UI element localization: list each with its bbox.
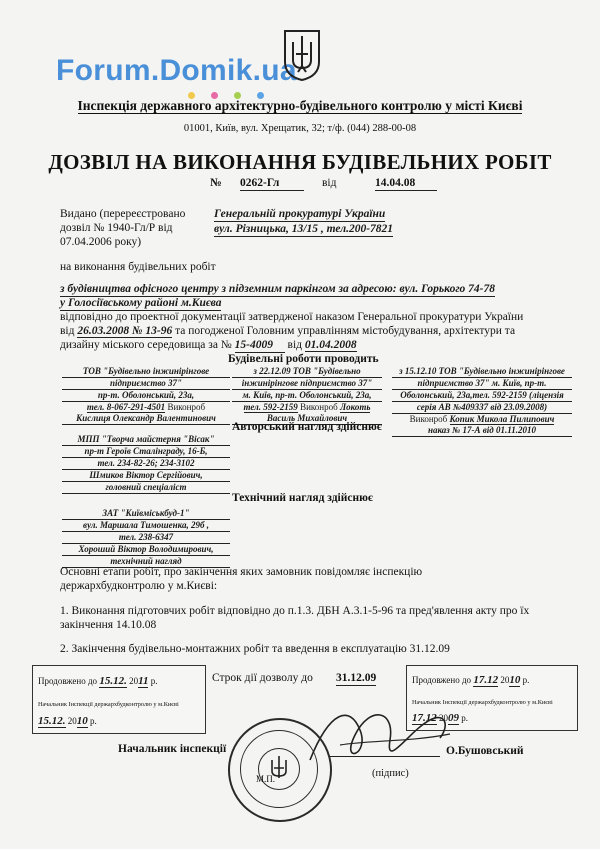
order-number: 26.03.2008 № 13-96	[77, 325, 173, 337]
signature-caption: (підпис)	[372, 768, 409, 779]
contractor-1-phone: тел. 8-067-291-4501	[86, 402, 166, 412]
ext-left-signed-year: 10	[76, 715, 88, 727]
issued-to-1: Генеральній прокуратурі України	[214, 208, 386, 220]
ext-left-label: Продовжено до	[38, 676, 98, 686]
issued-to-2: вул. Різницька, 13/15 , тел.200-7821	[214, 223, 394, 235]
contractor-2-line-3: м. Київ, пр-т. Оболонський, 23а,	[232, 390, 382, 402]
object-line-1: з будівництва офісного центру з підземним паркінгом за адресою: вул. Горького 74-78	[60, 283, 496, 295]
stages-intro-1: Основні етапи робіт, про закінчення яких замовник повідомляє інспекцію	[60, 566, 423, 578]
ext-right-signed-r: р.	[461, 713, 468, 723]
contractor-3-line-1: з 15.12.10 ТОВ "Будівельно інжинірінгове	[392, 366, 572, 378]
ext-left-chief: Начальник Інспекції держархбудконтролю у м.Києві	[38, 701, 179, 708]
author-line-2: пр-т Героїв Сталінграду, 16-Б,	[62, 446, 230, 458]
contractor-3-line-3: Оболонський, 23а,тел. 592-2159 (ліцензія	[392, 390, 572, 402]
contractor-2-line-2: інжинірінгове підприємство 37"	[232, 378, 382, 390]
permit-no-label: №	[210, 177, 222, 189]
chief-name: О.Бушовський	[446, 745, 524, 757]
ext-right-year: 10	[509, 674, 521, 686]
validity-date: 31.12.09	[336, 672, 377, 684]
contractor-2-role: Виконроб	[300, 402, 338, 412]
contractor-3-foreman: Копик Микола Пилипович	[449, 414, 555, 424]
author-line-3: тел. 234-82-26; 234-3102	[62, 458, 230, 470]
seal-mp-label: М.П.	[256, 774, 276, 784]
issued-line-3: 07.04.2006 року)	[60, 236, 142, 248]
approval-number: 15-4009	[235, 338, 285, 353]
official-seal	[228, 718, 332, 822]
ext-right-signed-date: 17.12	[412, 712, 437, 724]
contractor-3-line-2: підприємство 37" м. Київ, пр-т.	[392, 378, 572, 390]
author-line-1: МПП "Творча майстерня "Вісак"	[62, 434, 230, 446]
contractor-1-line-1: ТОВ "Будівельно інжинірінгове	[62, 366, 230, 378]
tech-line-2: вул. Маршала Тимошенка, 29б ,	[62, 520, 230, 532]
document-title: ДОЗВІЛ НА ВИКОНАННЯ БУДІВЕЛЬНИХ РОБІТ	[48, 150, 552, 174]
author-line-5: головний спеціаліст	[62, 482, 230, 494]
issued-line-2: дозвіл № 1940-Гл/Р від	[60, 222, 173, 234]
ext-right-date: 17.12	[473, 674, 499, 686]
object-line-5	[60, 338, 357, 353]
tech-supervisor	[62, 508, 230, 568]
stage-1-line-1: 1. Виконання підготовчих робіт відповідно до п.1.3. ДБН А.3.1-5-96 та пред'явлення акту про їх	[60, 605, 530, 617]
ext-left-year: 11	[138, 675, 149, 687]
watermark: Forum.Domik.ua	[56, 54, 297, 87]
approval-date-label: від	[287, 339, 303, 351]
ext-right-r: р.	[522, 675, 530, 685]
tech-line-4: Хороший Віктор Володимирович,	[62, 544, 230, 556]
ext-right-century: 20	[500, 675, 510, 685]
ext-right-label: Продовжено до	[412, 675, 472, 685]
author-supervisor	[62, 434, 230, 494]
contractor-2-foreman-surname: Локоть	[339, 402, 371, 412]
coat-of-arms-icon	[282, 28, 322, 82]
author-supervision-label: Авторський нагляд здійснює	[232, 421, 382, 433]
contractor-3-line-4: серія АВ №409337 від 23.09.2008)	[392, 402, 572, 414]
org-name: Інспекція державного архітектурно-будівельного контролю у місті Києві	[77, 98, 523, 113]
chief-label: Начальник інспекції	[118, 743, 227, 755]
object-agreed-text: та погодженої Головним управлінням містобудування, архітектури та	[175, 325, 516, 337]
ext-left-date: 15.12.	[99, 675, 127, 687]
validity-label: Строк дії дозволу до	[212, 672, 313, 684]
contractor-2-phone: тел. 592-2159	[243, 402, 298, 412]
tech-line-1: ЗАТ "Київміськбуд-1"	[62, 508, 230, 520]
works-label: на виконання будівельних робіт	[60, 261, 216, 273]
object-agency-text: дизайну міського середовища за №	[60, 339, 232, 351]
tech-supervision-label: Технічний нагляд здійснює	[232, 492, 373, 504]
tech-line-5: технічний нагляд	[62, 556, 230, 568]
contractor-2-line-1: з 22.12.09 ТОВ "Будівельно	[232, 366, 382, 378]
issued-line-1: Видано (перереєстровано	[60, 208, 186, 220]
object-line-2: у Голосіївському районі м.Києва	[60, 297, 222, 309]
permit-number: 0262-Гл	[240, 176, 304, 191]
contractor-1-line-2: підприємство 37"	[62, 378, 230, 390]
contractor-3-role: Виконроб	[409, 414, 448, 424]
permit-date-label: від	[322, 177, 337, 189]
org-address: 01001, Київ, вул. Хрещатик, 32; т/ф. (044) 288-00-08	[183, 123, 417, 134]
stage-1-line-2: закінчення 14.10.08	[60, 619, 157, 631]
signature-line	[330, 756, 440, 757]
tech-line-3: тел. 238-6347	[62, 532, 230, 544]
contractor-2-foreman-name: Василь Михайлович	[232, 413, 382, 425]
ext-left-signed-r: р.	[90, 716, 97, 726]
object-line-3: відповідно до проектної документації затвердженої наказом Генеральної прокуратури України	[60, 311, 524, 323]
ext-left-signed-date: 15.12.	[38, 715, 66, 727]
ext-right-chief: Начальник Інспекції держархбудконтролю у м.Києві	[412, 699, 553, 706]
extension-stamp-left	[32, 665, 206, 734]
stage-2: 2. Закінчення будівельно-монтажних робіт та введення в експлуатацію 31.12.09	[60, 643, 450, 655]
works-by-label: Будівельні роботи проводить	[228, 353, 379, 365]
contractor-1-line-3: пр-т. Оболонський, 23а,	[62, 390, 230, 402]
contractor-1-role: Виконроб	[167, 402, 206, 412]
author-line-4: Шмиков Віктор Сергійович,	[62, 470, 230, 482]
contractor-1	[62, 366, 230, 425]
permit-date: 14.04.08	[375, 176, 437, 191]
contractor-3	[392, 366, 572, 437]
approval-date: 01.04.2008	[304, 339, 357, 351]
ext-left-signed-century: 20	[67, 716, 77, 726]
contractor-2	[232, 366, 382, 425]
ext-left-r: р.	[150, 676, 158, 686]
ext-left-century: 20	[129, 676, 139, 686]
stages-intro-2: держархбудконтролю у м.Києві:	[60, 580, 218, 592]
contractor-3-order: наказ № 17-А від 01.11.2010	[392, 425, 572, 437]
object-from-label: від	[60, 325, 75, 337]
object-line-4	[60, 324, 515, 338]
ext-right-signed-year: 09	[448, 712, 459, 724]
contractor-1-foreman: Кислиця Олександр Валентинович	[62, 413, 230, 425]
ext-right-signed-century: 20	[439, 713, 448, 723]
